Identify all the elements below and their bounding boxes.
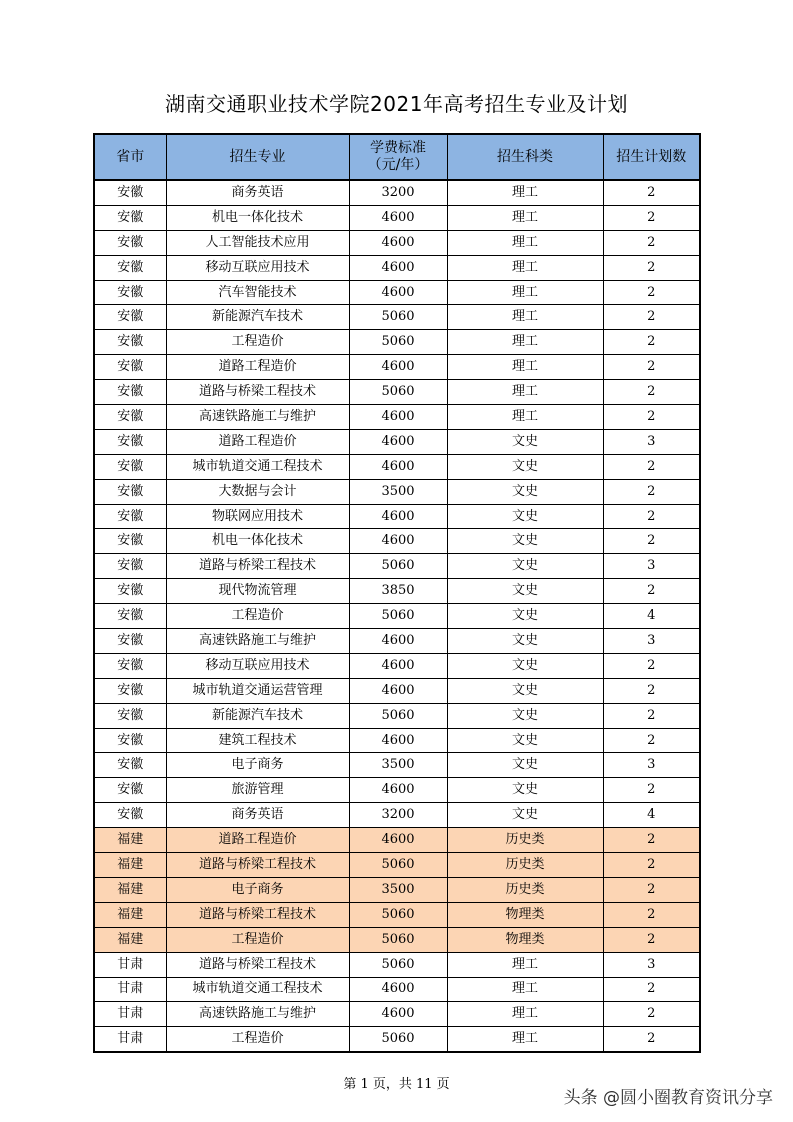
cell-plan: 2 <box>603 653 700 678</box>
cell-fee: 4600 <box>349 678 447 703</box>
table-row <box>94 405 700 430</box>
cell-major: 工程造价 <box>166 1027 349 1052</box>
table-row <box>94 579 700 604</box>
cell-category: 文史 <box>447 604 603 629</box>
table-row <box>94 877 700 902</box>
cell-province: 安徽 <box>94 529 166 554</box>
cell-plan: 2 <box>603 877 700 902</box>
cell-fee: 4600 <box>349 728 447 753</box>
cell-province: 安徽 <box>94 180 166 205</box>
cell-major: 新能源汽车技术 <box>166 305 349 330</box>
cell-plan: 2 <box>603 902 700 927</box>
cell-fee: 4600 <box>349 280 447 305</box>
cell-province: 安徽 <box>94 355 166 380</box>
cell-province: 安徽 <box>94 504 166 529</box>
cell-province: 安徽 <box>94 380 166 405</box>
cell-major: 道路与桥梁工程技术 <box>166 554 349 579</box>
cell-plan: 3 <box>603 629 700 654</box>
cell-major: 物联网应用技术 <box>166 504 349 529</box>
cell-fee: 3500 <box>349 479 447 504</box>
cell-category: 文史 <box>447 678 603 703</box>
table-row <box>94 828 700 853</box>
cell-fee: 4600 <box>349 454 447 479</box>
cell-province: 安徽 <box>94 479 166 504</box>
cell-category: 文史 <box>447 629 603 654</box>
cell-province: 安徽 <box>94 579 166 604</box>
cell-province: 甘肃 <box>94 977 166 1002</box>
cell-major: 道路工程造价 <box>166 429 349 454</box>
cell-province: 安徽 <box>94 778 166 803</box>
cell-province: 甘肃 <box>94 952 166 977</box>
cell-major: 建筑工程技术 <box>166 728 349 753</box>
cell-major: 电子商务 <box>166 877 349 902</box>
header-province: 省市 <box>94 134 166 180</box>
enrollment-plan-table <box>93 133 701 1053</box>
cell-plan: 2 <box>603 1027 700 1052</box>
cell-plan: 2 <box>603 355 700 380</box>
cell-fee: 5060 <box>349 927 447 952</box>
cell-fee: 4600 <box>349 504 447 529</box>
cell-province: 安徽 <box>94 728 166 753</box>
cell-plan: 2 <box>603 454 700 479</box>
cell-major: 机电一体化技术 <box>166 205 349 230</box>
cell-fee: 5060 <box>349 305 447 330</box>
cell-fee: 5060 <box>349 1027 447 1052</box>
table-body <box>94 180 700 1052</box>
table-row <box>94 454 700 479</box>
table-row <box>94 429 700 454</box>
table-row <box>94 504 700 529</box>
cell-fee: 4600 <box>349 828 447 853</box>
cell-province: 安徽 <box>94 429 166 454</box>
cell-category: 文史 <box>447 529 603 554</box>
cell-category: 文史 <box>447 728 603 753</box>
cell-province: 安徽 <box>94 703 166 728</box>
cell-fee: 4600 <box>349 977 447 1002</box>
table-row <box>94 330 700 355</box>
cell-major: 商务英语 <box>166 180 349 205</box>
cell-category: 理工 <box>447 1002 603 1027</box>
table-row <box>94 678 700 703</box>
cell-category: 文史 <box>447 703 603 728</box>
cell-plan: 2 <box>603 728 700 753</box>
header-category: 招生科类 <box>447 134 603 180</box>
cell-plan: 2 <box>603 927 700 952</box>
table-row <box>94 1002 700 1027</box>
cell-major: 道路工程造价 <box>166 355 349 380</box>
cell-category: 理工 <box>447 330 603 355</box>
table-row <box>94 977 700 1002</box>
cell-category: 理工 <box>447 180 603 205</box>
cell-major: 商务英语 <box>166 803 349 828</box>
table-row <box>94 653 700 678</box>
cell-major: 高速铁路施工与维护 <box>166 629 349 654</box>
cell-province: 安徽 <box>94 803 166 828</box>
cell-fee: 5060 <box>349 330 447 355</box>
cell-fee: 4600 <box>349 355 447 380</box>
cell-fee: 4600 <box>349 205 447 230</box>
cell-category: 物理类 <box>447 927 603 952</box>
cell-fee: 5060 <box>349 952 447 977</box>
cell-fee: 4600 <box>349 629 447 654</box>
cell-fee: 5060 <box>349 902 447 927</box>
cell-major: 道路与桥梁工程技术 <box>166 853 349 878</box>
cell-major: 新能源汽车技术 <box>166 703 349 728</box>
cell-category: 理工 <box>447 952 603 977</box>
table-row <box>94 803 700 828</box>
table-row <box>94 479 700 504</box>
cell-plan: 2 <box>603 479 700 504</box>
header-major: 招生专业 <box>166 134 349 180</box>
cell-major: 道路与桥梁工程技术 <box>166 380 349 405</box>
table-row <box>94 205 700 230</box>
cell-category: 历史类 <box>447 853 603 878</box>
table-row <box>94 952 700 977</box>
cell-province: 安徽 <box>94 230 166 255</box>
cell-province: 安徽 <box>94 653 166 678</box>
header-plan: 招生计划数 <box>603 134 700 180</box>
cell-province: 福建 <box>94 877 166 902</box>
cell-category: 文史 <box>447 454 603 479</box>
cell-major: 工程造价 <box>166 604 349 629</box>
cell-plan: 3 <box>603 753 700 778</box>
cell-plan: 2 <box>603 255 700 280</box>
cell-category: 理工 <box>447 1027 603 1052</box>
cell-category: 文史 <box>447 778 603 803</box>
cell-major: 人工智能技术应用 <box>166 230 349 255</box>
cell-major: 移动互联应用技术 <box>166 255 349 280</box>
cell-plan: 2 <box>603 778 700 803</box>
cell-major: 汽车智能技术 <box>166 280 349 305</box>
table-row <box>94 529 700 554</box>
cell-plan: 2 <box>603 405 700 430</box>
table-row <box>94 255 700 280</box>
cell-plan: 2 <box>603 678 700 703</box>
cell-province: 安徽 <box>94 205 166 230</box>
cell-plan: 3 <box>603 429 700 454</box>
cell-category: 理工 <box>447 977 603 1002</box>
cell-major: 高速铁路施工与维护 <box>166 405 349 430</box>
table-row <box>94 927 700 952</box>
cell-plan: 2 <box>603 380 700 405</box>
cell-plan: 4 <box>603 803 700 828</box>
cell-province: 安徽 <box>94 554 166 579</box>
cell-fee: 3200 <box>349 180 447 205</box>
cell-category: 文史 <box>447 504 603 529</box>
cell-plan: 2 <box>603 180 700 205</box>
table-row <box>94 703 700 728</box>
table-row <box>94 902 700 927</box>
cell-major: 移动互联应用技术 <box>166 653 349 678</box>
cell-fee: 4600 <box>349 255 447 280</box>
cell-plan: 3 <box>603 952 700 977</box>
cell-fee: 3500 <box>349 753 447 778</box>
cell-category: 理工 <box>447 305 603 330</box>
cell-category: 历史类 <box>447 877 603 902</box>
header-fee-label: 学费标准（元/年） <box>367 140 429 173</box>
cell-fee: 4600 <box>349 405 447 430</box>
cell-category: 文史 <box>447 803 603 828</box>
table-row <box>94 305 700 330</box>
cell-province: 安徽 <box>94 280 166 305</box>
cell-province: 安徽 <box>94 629 166 654</box>
cell-plan: 2 <box>603 280 700 305</box>
cell-fee: 4600 <box>349 429 447 454</box>
cell-category: 物理类 <box>447 902 603 927</box>
table-row <box>94 853 700 878</box>
cell-major: 城市轨道交通工程技术 <box>166 977 349 1002</box>
table-header-row <box>94 134 700 180</box>
cell-major: 大数据与会计 <box>166 479 349 504</box>
cell-plan: 2 <box>603 504 700 529</box>
cell-category: 文史 <box>447 554 603 579</box>
cell-category: 文史 <box>447 429 603 454</box>
cell-major: 工程造价 <box>166 927 349 952</box>
cell-plan: 2 <box>603 1002 700 1027</box>
cell-province: 福建 <box>94 927 166 952</box>
cell-plan: 2 <box>603 305 700 330</box>
cell-province: 安徽 <box>94 255 166 280</box>
cell-category: 理工 <box>447 255 603 280</box>
cell-province: 安徽 <box>94 678 166 703</box>
cell-fee: 4600 <box>349 653 447 678</box>
cell-fee: 3200 <box>349 803 447 828</box>
cell-major: 高速铁路施工与维护 <box>166 1002 349 1027</box>
cell-fee: 3500 <box>349 877 447 902</box>
cell-province: 安徽 <box>94 753 166 778</box>
cell-fee: 5060 <box>349 554 447 579</box>
cell-province: 安徽 <box>94 604 166 629</box>
cell-major: 旅游管理 <box>166 778 349 803</box>
table-row <box>94 728 700 753</box>
cell-fee: 5060 <box>349 604 447 629</box>
cell-plan: 2 <box>603 828 700 853</box>
table-row <box>94 230 700 255</box>
header-fee <box>349 134 447 180</box>
cell-category: 理工 <box>447 355 603 380</box>
cell-category: 文史 <box>447 479 603 504</box>
cell-province: 安徽 <box>94 330 166 355</box>
cell-plan: 2 <box>603 330 700 355</box>
cell-province: 福建 <box>94 828 166 853</box>
watermark: 头条 @圆小圈教育资讯分享 <box>563 1088 773 1108</box>
table-row <box>94 778 700 803</box>
cell-category: 文史 <box>447 653 603 678</box>
cell-province: 安徽 <box>94 454 166 479</box>
cell-province: 安徽 <box>94 305 166 330</box>
cell-fee: 5060 <box>349 703 447 728</box>
table-row <box>94 604 700 629</box>
cell-fee: 4600 <box>349 778 447 803</box>
cell-major: 电子商务 <box>166 753 349 778</box>
cell-plan: 2 <box>603 230 700 255</box>
cell-fee: 3850 <box>349 579 447 604</box>
table-row <box>94 554 700 579</box>
cell-fee: 4600 <box>349 230 447 255</box>
cell-major: 城市轨道交通运营管理 <box>166 678 349 703</box>
cell-province: 福建 <box>94 853 166 878</box>
page-title: 湖南交通职业技术学院2021年高考招生专业及计划 <box>165 92 628 116</box>
cell-plan: 2 <box>603 703 700 728</box>
cell-plan: 2 <box>603 853 700 878</box>
cell-category: 理工 <box>447 380 603 405</box>
cell-category: 理工 <box>447 405 603 430</box>
table-row <box>94 280 700 305</box>
cell-category: 文史 <box>447 753 603 778</box>
cell-province: 甘肃 <box>94 1027 166 1052</box>
cell-major: 道路与桥梁工程技术 <box>166 952 349 977</box>
cell-category: 理工 <box>447 230 603 255</box>
table-row <box>94 380 700 405</box>
cell-category: 理工 <box>447 280 603 305</box>
cell-province: 福建 <box>94 902 166 927</box>
table-row <box>94 753 700 778</box>
cell-plan: 2 <box>603 579 700 604</box>
cell-province: 安徽 <box>94 405 166 430</box>
cell-plan: 2 <box>603 205 700 230</box>
cell-province: 甘肃 <box>94 1002 166 1027</box>
cell-plan: 2 <box>603 529 700 554</box>
cell-plan: 4 <box>603 604 700 629</box>
cell-major: 城市轨道交通工程技术 <box>166 454 349 479</box>
cell-fee: 5060 <box>349 853 447 878</box>
table-row <box>94 355 700 380</box>
cell-category: 文史 <box>447 579 603 604</box>
cell-major: 工程造价 <box>166 330 349 355</box>
table-row <box>94 1027 700 1052</box>
cell-major: 机电一体化技术 <box>166 529 349 554</box>
cell-major: 现代物流管理 <box>166 579 349 604</box>
cell-major: 道路与桥梁工程技术 <box>166 902 349 927</box>
table-row <box>94 180 700 205</box>
table-row <box>94 629 700 654</box>
cell-fee: 4600 <box>349 529 447 554</box>
cell-plan: 3 <box>603 554 700 579</box>
cell-major: 道路工程造价 <box>166 828 349 853</box>
cell-category: 理工 <box>447 205 603 230</box>
cell-category: 历史类 <box>447 828 603 853</box>
cell-plan: 2 <box>603 977 700 1002</box>
cell-fee: 5060 <box>349 380 447 405</box>
page-footer: 第 1 页，共 11 页 <box>343 1077 450 1092</box>
cell-fee: 4600 <box>349 1002 447 1027</box>
